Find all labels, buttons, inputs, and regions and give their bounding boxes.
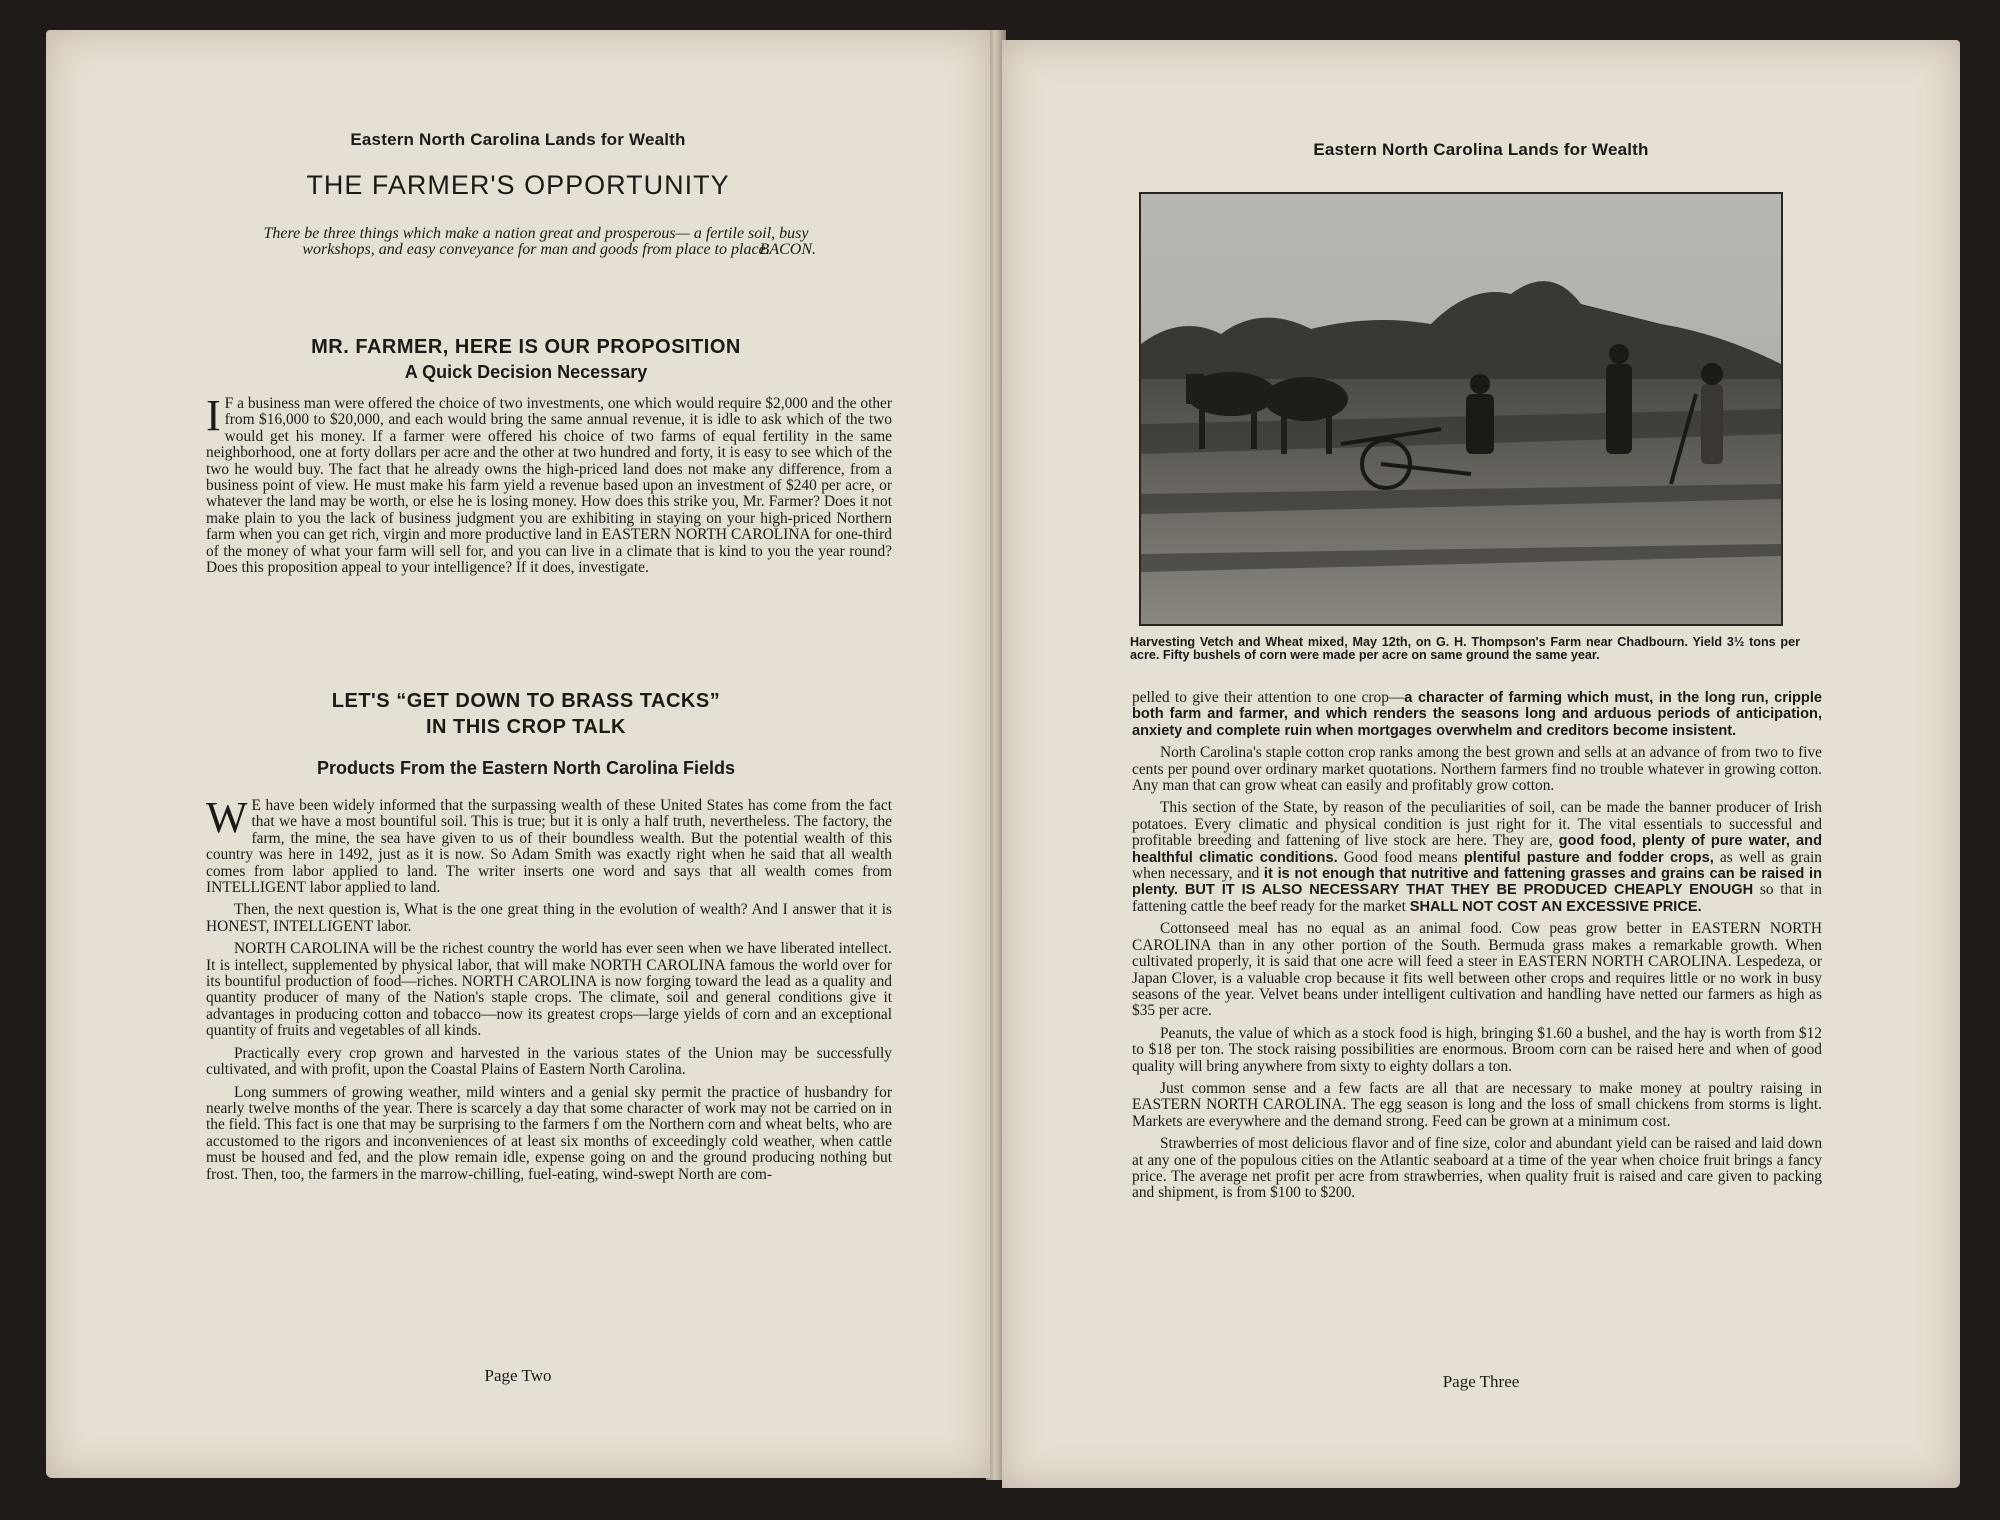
page-title: THE FARMER'S OPPORTUNITY	[306, 170, 730, 200]
paragraph: W E have been widely informed that the surpassing wealth of these United States has come from the fact that we have a most bountiful soil. This is true; but it is only a half truth, nevertheless. The factory, the farm, the mine, the sea have given to us of their boundless wealth. But the potential wealth of this country was here in 1492, just as it is now. So Adam Smith was exactly right when he said that all wealth comes from labor applied to land. The writer inserts one word and says that all wealth comes from INTELLIGENT labor applied to land.	[206, 793, 892, 897]
paragraph: Long summers of growing weather, mild winters and a genial sky permit the practice of husbandry for nearly twelve months of the year. There is scarcely a day that some character of work may not be carried on in the field. This fact is one that may be surprising to the farmers f om the Northern corn and wheat belts, who are accustomed to the rigors and inconveniences of at least six months of exceedingly cold weather, when cattle must be housed and fed, and the plow remain idle, expense going on and the ground producing nothing but frost. Then, too, the farmers in the marrow-chilling, fuel-eating, wind-swept North are com-	[206, 1083, 892, 1183]
epigraph	[256, 226, 816, 258]
paragraph: Peanuts, the value of which as a stock food is high, bringing $1.60 a bushel, and the hay is worth from $12 to $18 per ton. The stock raising possibilities are enormous. Broom corn can be raised here and when of good quality will bring anywhere from sixty to eighty dollars a ton.	[1132, 1024, 1822, 1075]
products-body	[206, 793, 892, 1183]
paragraph: pelled to give their attention to one crop—a character of farming which must, in the long run, cripple both farm and farmer, and which renders the seasons long and arduous periods of anticipation, anxiety and complete ruin when mortgages overwhelm and creditors become insistent.	[1132, 689, 1823, 739]
crops-body	[1132, 690, 1822, 1202]
paragraph: This section of the State, by reason of the peculiarities of soil, can be made the banner producer of Irish potatoes. Every climatic and physical condition is just right for it. The vital essentials to successful and profitable breeding and fattening of live stock are here. They are, good food, plenty of pure water, and healthful climatic conditions. Good food means plentiful pasture and fodder crops, as well as grain when necessary, and it is not enough that nutritive and fattening grasses and grains can be raised in plenty. BUT IT IS ALSO NECESSARY THAT THEY BE PRODUCED CHEAPLY ENOUGH so that in fattening cattle the beef ready for the market SHALL NOT COST AN EXCESSIVE PRICE.	[1132, 799, 1823, 915]
proposition-heading: MR. FARMER, HERE IS OUR PROPOSITION	[311, 336, 741, 358]
paragraph: NORTH CAROLINA will be the richest country the world has ever seen when we have liberated intellect. It is intellect, supplemented by physical labor, that will make NORTH CAROLINA famous the world over for its bountiful production of food—riches. NORTH CAROLINA is now forging toward the lead as a quality and quantity producer of many of the Nation's staple crops. The climate, soil and general conditions give it advantages in producing cotton and tobacco—now its greatest crops—large yields of corn and an exceptional quantity of fruits and vegetables of all kinds.	[206, 940, 892, 1040]
epigraph-author: BACON.	[759, 241, 816, 258]
paragraph: Strawberries of most delicious flavor and of fine size, color and abundant yield can be raised and laid down at any one of the populous cities on the Atlantic seaboard at a time of the year when choice fruit brings a fancy price. The average net profit per acre from strawberries, when quality fruit is raised and care given to packing and shipment, is from $100 to $200.	[1132, 1135, 1823, 1202]
drop-cap: I	[206, 391, 221, 440]
page-three	[1002, 40, 1960, 1488]
brass-tacks-heading-line2: IN THIS CROP TALK	[426, 716, 626, 738]
products-subheading: Products From the Eastern North Carolina Fields	[316, 758, 736, 778]
drop-cap: W	[206, 793, 248, 842]
farm-harvest-photo	[1139, 192, 1783, 626]
running-head: Eastern North Carolina Lands for Wealth	[1313, 140, 1649, 159]
page-two	[46, 30, 990, 1478]
epigraph-text: There be three things which make a nation great and prosperous— a fertile soil, busy workshops, and easy conveyance for man and goods from place to place.	[263, 225, 809, 258]
photo-illustration	[1141, 194, 1781, 624]
paragraph: Then, the next question is, What is the one great thing in the evolution of wealth? And I answer that it is HONEST, INTELLIGENT labor.	[206, 901, 892, 935]
running-head: Eastern North Carolina Lands for Wealth	[350, 130, 686, 149]
paragraph: North Carolina's staple cotton crop ranks among the best grown and sells at an advance of from two to five cents per pound over ordinary market quotations. Northern farmers find no trouble whatever in growing cotton. Any man that can grow wheat can easily and profitably grow cotton.	[1132, 744, 1822, 795]
page-number: Page Three	[1442, 1372, 1520, 1391]
proposition-subheading: A Quick Decision Necessary	[404, 362, 648, 382]
brass-tacks-heading-line1: LET'S “GET DOWN TO BRASS TACKS”	[331, 690, 721, 712]
proposition-body	[206, 391, 892, 577]
paragraph: Just common sense and a few facts are all that are necessary to make money at poultry raising in EASTERN NORTH CAROLINA. The egg season is long and the loss of small chickens from storms is light. Markets are everywhere and the demand strong. Feed can be grown at a minimum cost.	[1132, 1079, 1822, 1130]
paragraph: Cottonseed meal has no equal as an animal food. Cow peas grow better in EASTERN NORTH CAROLINA than in any other portion of the South. Bermuda grass makes a remarkable growth. When cultivated properly, it is said that one acre will feed a steer in EASTERN NORTH CAROLINA. Lespedeza, or Japan Clover, is a valuable crop because it fits well between other crops and requires little or no work in busy seasons of the year. Velvet beans under intelligent cultivation and handling have netted our farmers as high as $35 per acre.	[1132, 920, 1822, 1020]
paragraph: Practically every crop grown and harvested in the various states of the Union may be successfully cultivated, and with profit, upon the Coastal Plains of Eastern North Carolina.	[206, 1044, 892, 1079]
page-number: Page Two	[484, 1366, 552, 1385]
photo-caption: Harvesting Vetch and Wheat mixed, May 12th, on G. H. Thompson's Farm near Chadbourn. Yield 3½ tons per acre. Fifty bushels of corn were made per acre on same ground the same year.	[1130, 635, 1800, 662]
paragraph: I F a business man were offered the choice of two investments, one which would require $2,000 and the other from $16,000 to $20,000, and each would bring the same annual revenue, it is idle to ask which of the two would get his money. If a farmer were offered his choice of two farms of equal fertility in the same neighborhood, one at forty dollars per acre and the other at two hundred and forty, it is easy to see which of the two he would buy. The fact that he already owns the high-priced land does not make any difference, from a business point of view. He must make his farm yield a revenue based upon an investment of $240 per acre, or whatever the land may be worth, or else he is losing money. How does this strike you, Mr. Farmer? Does it not make plain to you the lack of business judgment you are exhibiting in staying on your high-priced Northern farm when you can get rich, virgin and more productive land in EASTERN NORTH CAROLINA for one-third of the money of what your farm will sell for, and you can live in a climate that is kind to you the year round? Does this proposition appeal to your intelligence? If it does, investigate.	[206, 391, 892, 577]
